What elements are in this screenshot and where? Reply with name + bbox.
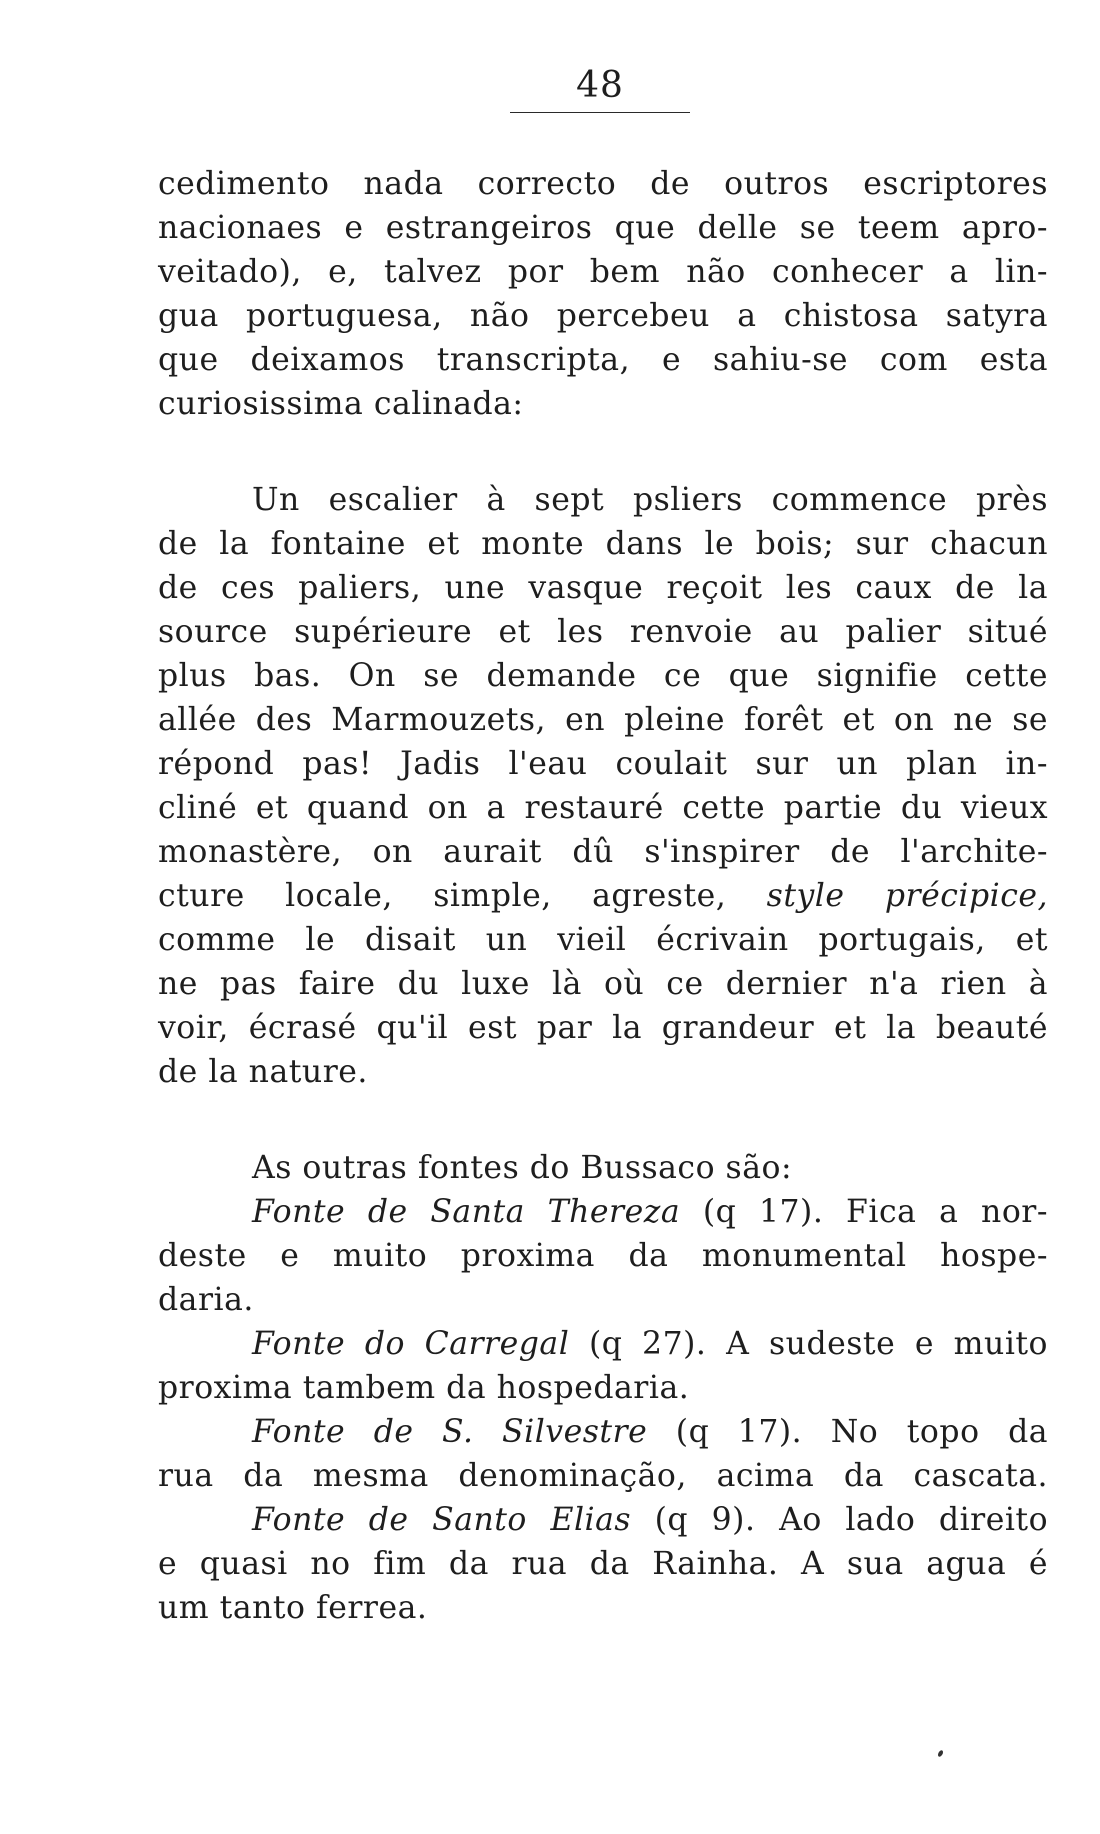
quote-line: répond pas! Jadis l'eau coulait sur un plan in- xyxy=(158,746,1048,782)
quote-line: de la nature. xyxy=(158,1054,368,1090)
fonte-name: Fonte de Santo Elias xyxy=(252,1502,632,1538)
fonte-elias xyxy=(252,1500,1048,1540)
italic-phrase: style précipice, xyxy=(766,878,1048,914)
fonte-text: Ao lado direito xyxy=(779,1502,1049,1538)
body-line: deste e muito proxima da monumental hospe- xyxy=(158,1238,1048,1274)
body-line: um tanto ferrea. xyxy=(158,1590,428,1626)
fonte-silvestre xyxy=(252,1412,1048,1452)
fonte-text: No topo da xyxy=(830,1414,1049,1450)
fonte-santa-thereza xyxy=(252,1192,1048,1232)
fonte-name: Fonte do Carregal xyxy=(252,1326,570,1362)
body-line: rua da mesma denominação, acima da cascata. xyxy=(158,1458,1048,1494)
stray-ink-mark xyxy=(937,1749,944,1757)
body-line: proxima tambem da hospedaria. xyxy=(158,1370,690,1406)
quote-line: cliné et quand on a restauré cette partie du vieux xyxy=(158,790,1048,826)
quote-line: voir, écrasé qu'il est par la grandeur et la beauté xyxy=(158,1010,1048,1046)
fonte-name: Fonte de Santa Thereza xyxy=(252,1194,681,1230)
fonte-ref: (q 9). xyxy=(654,1502,756,1538)
page-number: 48 xyxy=(576,65,624,106)
quote-line: comme le disait un vieil écrivain portugais, et xyxy=(158,922,1048,958)
fonte-carregal xyxy=(252,1324,1048,1364)
fonte-ref: (q 17). xyxy=(702,1194,824,1230)
body-line: que deixamos transcripta, e sahiu-se com esta xyxy=(158,342,1048,378)
quote-line: plus bas. On se demande ce que signifie cette xyxy=(158,658,1048,694)
body-line: cedimento nada correcto de outros escriptores xyxy=(158,166,1048,202)
quote-line: monastère, on aurait dû s'inspirer de l'archite- xyxy=(158,834,1048,870)
fonte-ref: (q 27). xyxy=(588,1326,707,1362)
quote-line: Un escalier à sept psliers commence près xyxy=(252,482,1048,518)
header-rule xyxy=(510,112,690,113)
body-line: curiosissima calinada: xyxy=(158,386,524,422)
quote-line: allée des Marmouzets, en pleine forêt et on ne se xyxy=(158,702,1048,738)
quote-line: de ces paliers, une vasque reçoit les caux de la xyxy=(158,570,1048,606)
body-line: e quasi no fim da rua da Rainha. A sua agua é xyxy=(158,1546,1048,1582)
fontes-intro: As outras fontes do Bussaco são: xyxy=(252,1150,793,1186)
body-line: daria. xyxy=(158,1282,254,1318)
quote-line: ne pas faire du luxe là où ce dernier n'a rien à xyxy=(158,966,1048,1002)
fonte-text: A sudeste e muito xyxy=(726,1326,1049,1362)
quote-line: source supérieure et les renvoie au palier situé xyxy=(158,614,1048,650)
fonte-name: Fonte de S. Silvestre xyxy=(252,1414,648,1450)
body-line: nacionaes e estrangeiros que delle se teem apro- xyxy=(158,210,1048,246)
fonte-text: Fica a nor- xyxy=(846,1194,1048,1230)
quote-text: cture locale, simple, agreste, xyxy=(158,878,727,914)
body-line: gua portuguesa, não percebeu a chistosa satyra xyxy=(158,298,1048,334)
quote-line: de la fontaine et monte dans le bois; sur chacun xyxy=(158,526,1048,562)
body-line: veitado), e, talvez por bem não conhecer a lin- xyxy=(158,254,1048,290)
quote-line xyxy=(158,876,1048,916)
fonte-ref: (q 17). xyxy=(675,1414,803,1450)
